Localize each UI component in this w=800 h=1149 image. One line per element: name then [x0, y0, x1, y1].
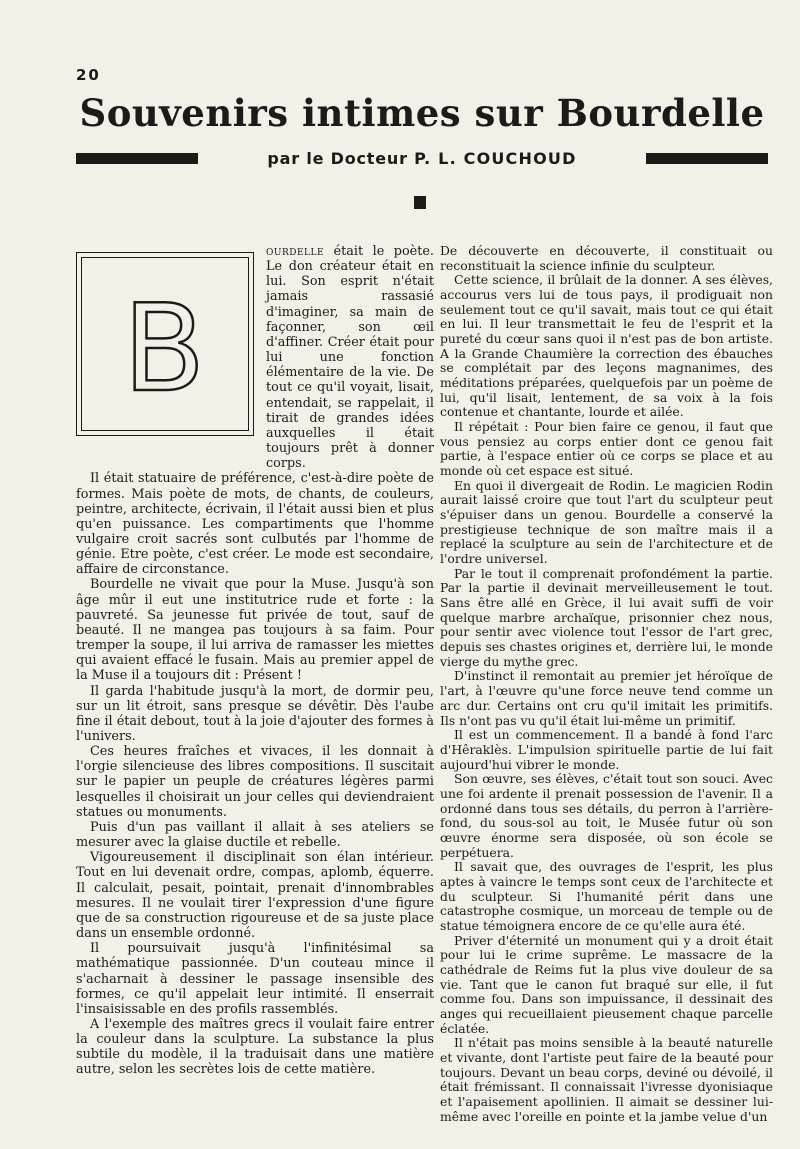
- paragraph: A l'exemple des maîtres grecs il voulait faire entrer la couleur dans la sculpture. La substance la plus subtile du modèle, il la traduisait dans une matière autre, selon les secrètes lois de cette matière.: [76, 1016, 434, 1078]
- byline-rule-left: [76, 153, 198, 164]
- article-title: Souvenirs intimes sur Bourdelle: [79, 91, 765, 135]
- paragraph: Il poursuivait jusqu'à l'infinitésimal sa mathématique passionnée. D'un couteau mince il s'acharnait à dessiner le passage insensible des formes, ce qu'il appelait leur intimité. Il enserrait l'insaisissable en des profils rassemblés.: [76, 941, 434, 1017]
- byline-row: [76, 147, 768, 169]
- paragraph: Il était statuaire de préférence, c'est-à-dire poète de formes. Mais poète de mots, de chants, de couleurs, peintre, architecte, écrivain, il l'était aussi bien et plus qu'en puissance. Les compartiments que l'homme vulgaire croit sacrés sont culbutés par l'homme de génie. Etre poète, c'est créer. Le mode est secondaire, affaire de circonstance.: [76, 471, 434, 578]
- paragraph: Cette science, il brûlait de la donner. A ses élèves, accourus vers lui de tous pays, il prodiguait non seulement tout ce qu'il savait, mais tout ce qui était en lui. Il leur transmettait le feu de l'esprit et la pureté du cœur sans quoi il n'est pas de bon artiste. A la Grande Chaumière la correction des ébauches se complétait par des leçons magnanimes, des méditations préparées, quelquefois par un poème de lui, qu'il lisait, lentement, de sa voix à la fois contenue et chantante, lourde et ailée.: [440, 272, 773, 420]
- paragraph: De découverte en découverte, il constituait ou reconstituait la science infinie du sculpteur.: [440, 243, 773, 273]
- byline-prefix: par le Docteur: [267, 148, 408, 168]
- paragraph: Son œuvre, ses élèves, c'était tout son souci. Avec une foi ardente il prenait possession de l'avenir. Il a ordonné dans tous ses détails, du perron à l'arrière-fond, du sous-sol au toit, le Musée futur où son œuvre énorme sera disposée, où son école se perpétuera.: [440, 771, 773, 860]
- drop-cap: [76, 252, 254, 462]
- byline-author: P. L. COUCHOUD: [414, 148, 577, 168]
- paragraph: D'instinct il remontait au premier jet héroïque de l'art, à l'œuvre qu'une force neuve tend comme un arc dur. Certains ont cru qu'il imitait les primitifs. Ils n'ont pas vu qu'il était lui-même un primitif.: [440, 668, 773, 728]
- paragraph: Il garda l'habitude jusqu'à la mort, de dormir peu, sur un lit étroit, sans presque se dévêtir. Dès l'aube fine il était debout, tout à la joie d'ajouter des formes à l'univers.: [76, 683, 434, 744]
- paragraph: En quoi il divergeait de Rodin. Le magicien Rodin aurait laissé croire que tout l'art du sculpteur peut s'épuiser dans un genou. Bourdelle a conservé la prestigieuse technique de son maître mais il a replacé la sculpture au sein de l'architecture et de l'ordre universel.: [440, 477, 773, 567]
- byline: [267, 149, 576, 168]
- left-column: [76, 244, 434, 1078]
- section-ornament: [414, 196, 426, 209]
- paragraph: Il savait que, des ouvrages de l'esprit, les plus aptes à vaincre le temps sont ceux de l'architecte et du sculpteur. Si l'humanité périt dans une catastrophe cosmique, un morceau de temple ou de statue témoignera encore de ce qu'elle aura été.: [440, 859, 773, 933]
- page-number: 20: [76, 66, 101, 84]
- paragraph: Il répétait : Pour bien faire ce genou, il faut que vous pensiez au corps entier dont ce genou fait partie, à l'espace entier où ce corps se place et au monde où cet espace est situé.: [440, 419, 773, 479]
- paragraph: Il n'était pas moins sensible à la beauté naturelle et vivante, dont l'artiste peut faire de la beauté pour toujours. Devant un beau corps, deviné ou dévoilé, il était frémissant. Il connaissait l'ivresse dyonisiaque et l'apaisement apollinien. Il aimait se dessiner lui-même avec l'oreille en pointe et la jambe velue d'un: [440, 1035, 773, 1124]
- paragraph: Ces heures fraîches et vivaces, il les donnait à l'orgie silencieuse des libres compositions. Il suscitait sur le papier un peuple de créatures légères parmi lesquelles il choisirait un jour celles qui deviendraient statues ou monuments.: [76, 744, 434, 820]
- byline-rule-right: [646, 153, 768, 164]
- paragraph: Bourdelle ne vivait que pour la Muse. Jusqu'à son âge mûr il eut une institutrice rude et forte : la pauvreté. Sa jeunesse fut privée de tout, sauf de beauté. Il ne mangea pas toujours à sa faim. Pour tremper la soupe, il lui arriva de ramasser les miettes qui avaient effacé le fusain. Mais au premier appel de la Muse il a toujours dit : Présent !: [76, 577, 434, 684]
- paragraph: Vigoureusement il disciplinait son élan intérieur. Tout en lui devenait ordre, compas, aplomb, équerre. Il calculait, pesait, pointait, prenait d'innombrables mesures. Il ne voulait tirer l'expression d'une figure que de sa construction rigoureuse et de sa juste place dans un ensemble ordonné.: [76, 850, 434, 942]
- lead-smallcaps: ourdelle: [266, 244, 325, 259]
- drop-cap-glyph: B: [122, 280, 206, 419]
- drop-cap-letter: [76, 252, 254, 462]
- paragraph: Par le tout il comprenait profondément la partie. Par la partie il devinait merveilleusement le tout. Sans être allé en Grèce, il lui avait suffi de voir quelque marbre archaïque, prisonnier chez nous, pour sentir avec violence tout l'essor de l'art grec, depuis ses chastes origines et, derrière lui, le monde vierge du mythe grec.: [440, 565, 773, 669]
- paragraph: Puis d'un pas vaillant il allait à ses ateliers se mesurer avec la glaise ductile et rebelle.: [76, 819, 434, 851]
- paragraph: Il est un commencement. Il a bandé à fond l'arc d'Hêraklès. L'impulsion spirituelle partie de lui fait aujourd'hui vibrer le monde.: [440, 727, 773, 772]
- right-column: [440, 244, 773, 1124]
- lead-text: était le poète. Le don créateur était en lui. Son esprit n'était jamais rassasié d'imaginer, sa main de façonner, son œil d'affiner. Créer était pour lui une fonction élémentaire de la vie. De tout ce qu'il voyait, lisait, entendait, se rappelait, il tirait de grandes idées auxquelles il était toujours prêt à donner corps.: [266, 244, 434, 472]
- paragraph: Priver d'éternité un monument qui y a droit était pour lui le crime suprême. Le massacre de la cathédrale de Reims fut la plus vive douleur de sa vie. Tant que le canon fut braqué sur elle, il fut comme fou. Dans son impuissance, il dessinait des anges qui recueillaient pieusement chaque parcelle éclatée.: [440, 932, 773, 1036]
